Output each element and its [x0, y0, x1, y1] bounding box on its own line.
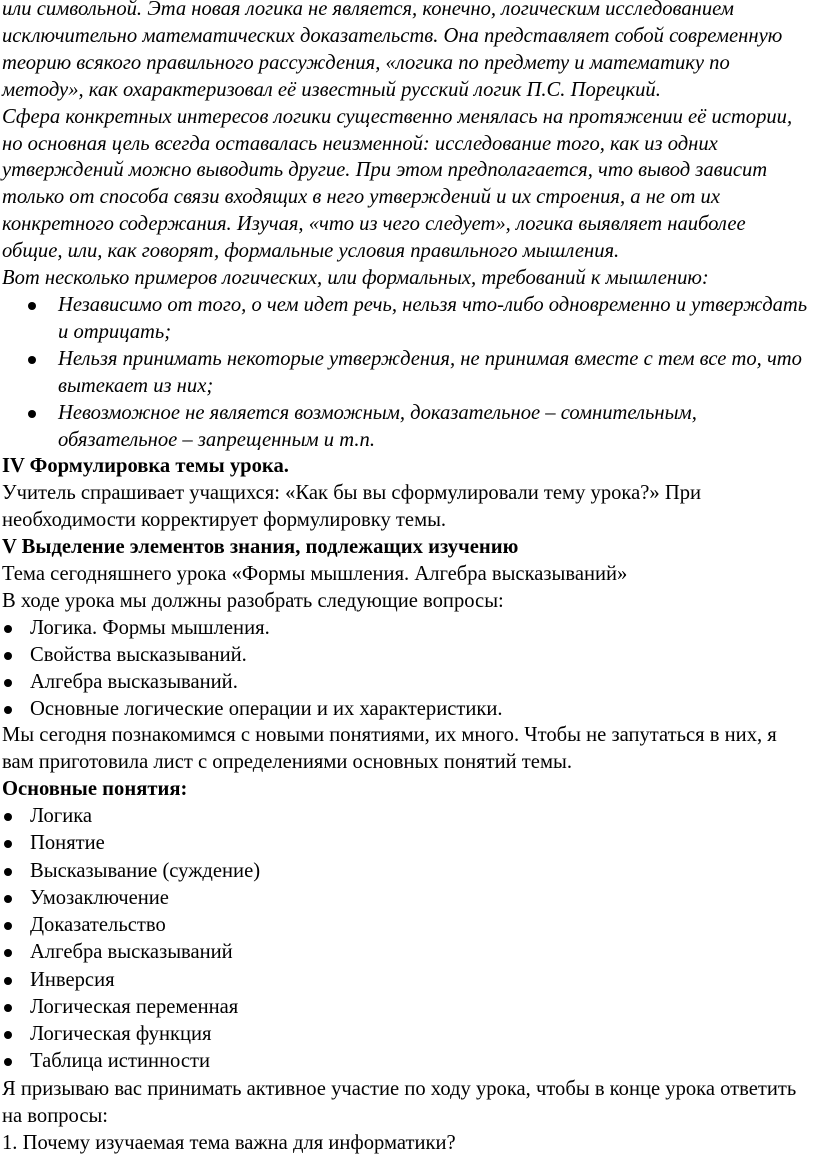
- list-item-text: Понятие: [30, 832, 105, 855]
- bullet-icon: [4, 1031, 12, 1039]
- bullet-icon: [4, 679, 12, 687]
- lesson-questions-list: [2, 615, 810, 723]
- list-item-text: Инверсия: [30, 968, 115, 991]
- list-item-text: Алгебра высказываний.: [30, 670, 238, 693]
- concepts-list: [2, 803, 810, 1075]
- bullet-icon: [4, 895, 12, 903]
- list-item-text: Логическая переменная: [30, 995, 239, 1018]
- list-item: [2, 830, 810, 857]
- requirements-list: [2, 292, 810, 453]
- list-item-text: Логика: [30, 805, 93, 828]
- list-item: [2, 346, 810, 400]
- closing-paragraph: Я призываю вас принимать активное участие по ходу урока, чтобы в конце урока ответить на вопросы:: [2, 1077, 797, 1127]
- bullet-icon: [4, 625, 12, 633]
- bullet-icon: [4, 922, 12, 930]
- questions-intro: В ходе урока мы должны разобрать следующие вопросы:: [2, 589, 504, 612]
- bullet-icon: [4, 977, 12, 985]
- list-item-text: Независимо от того, о чем идет речь, нельзя что-либо одновременно и утверждать и отрицать;: [58, 293, 808, 343]
- list-item: [2, 967, 810, 994]
- list-item-text: Таблица истинности: [30, 1050, 210, 1073]
- list-item: [2, 885, 810, 912]
- list-item-text: Свойства высказываний.: [30, 643, 247, 666]
- lesson-topic: Тема сегодняшнего урока «Формы мышления. Алгебра высказываний»: [2, 563, 628, 586]
- bullet-icon: [4, 868, 12, 876]
- section-4-text: Учитель спрашивает учащихся: «Как бы вы сформулировали тему урока?» При необходимости корректирует формулировку темы.: [2, 482, 702, 532]
- list-item: [2, 912, 810, 939]
- list-item: [2, 292, 810, 346]
- list-item: [2, 803, 810, 830]
- bullet-icon: [28, 410, 36, 418]
- list-item-text: Нельзя принимать некоторые утверждения, не принимая вместе с тем все то, что вытекает из них;: [58, 347, 802, 397]
- bullet-icon: [4, 813, 12, 821]
- list-item: [2, 669, 810, 696]
- bullet-icon: [28, 302, 36, 310]
- list-item: [2, 1021, 810, 1048]
- bullet-icon: [28, 356, 36, 364]
- list-item-text: Доказательство: [30, 914, 166, 937]
- list-item-text: Алгебра высказываний: [30, 941, 233, 964]
- list-item-text: Невозможное не является возможным, доказательное – сомнительным, обязательное – запрещенным и т.п.: [58, 401, 697, 451]
- list-item: [2, 696, 810, 723]
- concepts-heading: Основные понятия:: [2, 778, 188, 801]
- paragraph-logic-definition: или символьной. Эта новая логика не является, конечно, логическим исследованием исключительно математических доказательств. Она представляет собой современную теорию всякого правильного рассуждения, «логика по предмету и математику по методу», как охарактеризовал её известный русский логик П.С. Порецкий.: [2, 0, 783, 101]
- list-item: [2, 939, 810, 966]
- list-item: [2, 994, 810, 1021]
- list-item-text: Высказывание (суждение): [30, 859, 261, 882]
- list-item: [2, 642, 810, 669]
- paragraph-logic-history: Сфера конкретных интересов логики существенно менялась на протяжении её истории, но основная цель всегда оставалась неизменной: исследование того, как из одних утверждений можно выводить другие. При этом предполагается, что вывод зависит только от способа связи входящих в него утверждений и их строения, а не от их конкретного содержания. Изучая, «что из чего следует», логика выявляет наиболее общие, или, как говорят, формальные условия правильного мышления.: [2, 105, 793, 263]
- bullet-icon: [4, 1058, 12, 1066]
- bullet-icon: [4, 652, 12, 660]
- section-5-heading: V Выделение элементов знания, подлежащих изучению: [2, 536, 519, 559]
- list-item-text: Логика. Формы мышления.: [30, 616, 270, 639]
- list-item: [2, 615, 810, 642]
- section-4-heading: IV Формулировка темы урока.: [2, 455, 289, 478]
- list-item-text: Основные логические операции и их характеристики.: [30, 697, 503, 720]
- bullet-icon: [4, 949, 12, 957]
- list-item: [2, 400, 810, 454]
- concepts-sheet-note: Мы сегодня познакомимся с новыми понятиями, их много. Чтобы не запутаться в них, я вам приготовила лист с определениями основных понятий темы.: [2, 724, 777, 774]
- list-item-text: Умозаключение: [30, 886, 169, 909]
- paragraph-requirements-intro: Вот несколько примеров логических, или формальных, требований к мышлению:: [2, 267, 709, 290]
- list-item: [2, 858, 810, 885]
- bullet-icon: [4, 840, 12, 848]
- list-item-text: Логическая функция: [30, 1023, 212, 1046]
- closing-question-1: 1. Почему изучаемая тема важна для информатики?: [2, 1131, 456, 1154]
- bullet-icon: [4, 706, 12, 714]
- list-item: [2, 1048, 810, 1075]
- bullet-icon: [4, 1004, 12, 1012]
